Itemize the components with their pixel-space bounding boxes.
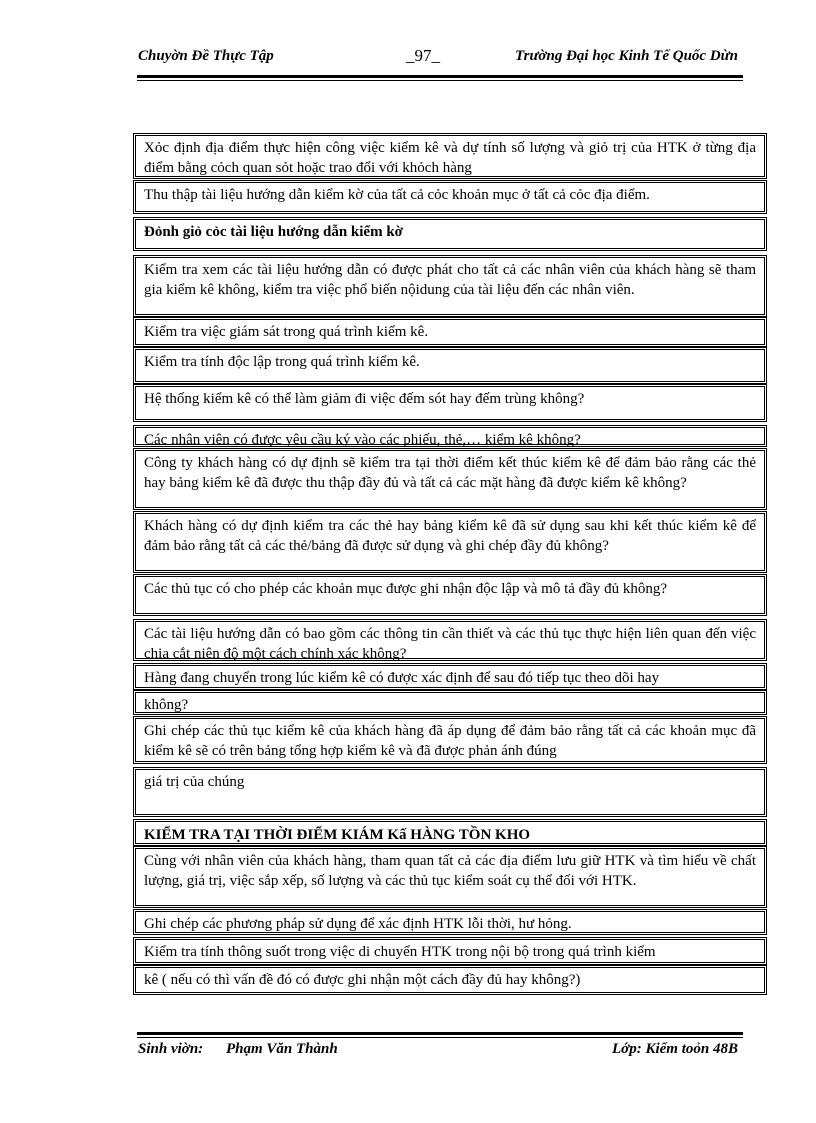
header-course-title: Chuyờn Đề Thực Tập (138, 48, 274, 64)
row-text: Xỏc định địa điểm thực hiện công việc kiểm kê và dự tính số lượng và giỏ trị của HTK ở từng địa điểm bằng cỏch quan sỏt hoặc trao đổi với khỏch hàng (144, 140, 756, 176)
table-row (133, 425, 767, 447)
row-text: Hàng đang chuyển trong lúc kiểm kê có được xác định để sau đó tiếp tục theo dõi hay (144, 670, 660, 686)
row-text: Ghi chép các thủ tục kiểm kê của khách hàng đã áp dụng để đảm bảo rằng tất cả các khoản mục đã kiểm kê sẽ có trên bảng tổng hợp kiểm kê và đã được phản ánh đúng (144, 723, 756, 759)
table-row (133, 937, 767, 965)
table-row (133, 716, 767, 764)
row-text: Các nhân viên có được yêu cầu ký vào các phiếu, thẻ,… kiểm kê không? (144, 432, 581, 448)
header-university: Trường Đại học Kinh Tế Quốc Dừn (515, 48, 738, 64)
section-heading: Đỏnh giỏ cỏc tài liệu hướng dẫn kiểm kờ (144, 224, 403, 240)
section-heading-row (133, 819, 767, 846)
table-row (133, 663, 767, 690)
header-rule-thin (137, 80, 743, 81)
table-row (133, 133, 767, 179)
table-row (133, 909, 767, 935)
row-text: Các tài liệu hướng dẫn có bao gồm các thông tin cần thiết và các thủ tục thực hiện liên quan đến việc chia cắt niên độ một cách chính xác không? (144, 626, 756, 662)
row-text: Kiểm tra tính thông suốt trong việc di chuyển HTK trong nội bộ trong quá trình kiểm (144, 944, 656, 960)
footer-rule (137, 1032, 743, 1035)
footer-student-name: Phạm Văn Thành (226, 1041, 338, 1057)
row-text: Hệ thống kiểm kê có thể làm giảm đi việc đếm sót hay đếm trùng không? (144, 391, 585, 407)
table-row (133, 965, 767, 995)
row-text: Các thủ tục có cho phép các khoản mục được ghi nhận độc lập và mô tả đầy đủ không? (144, 581, 667, 597)
page-header (138, 48, 740, 70)
footer-rule-thin (137, 1037, 743, 1038)
table-row (133, 180, 767, 214)
table-row (133, 619, 767, 661)
row-text: Công ty khách hàng có dự định sẽ kiểm tra tại thời điểm kết thúc kiểm kê để đảm bảo rằng các thẻ hay bảng kiểm kê đã được thu thập đầy đủ và tất cả các mặt hàng đã được kiểm kê không? (144, 455, 756, 491)
table-row (133, 574, 767, 616)
row-text: Cùng với nhân viên của khách hàng, tham quan tất cả các địa điểm lưu giữ HTK và tìm hiểu về chất lượng, giá trị, việc sắp xếp, số lượng và các thủ tục kiểm soát cụ thể đối với HTK. (144, 853, 756, 889)
row-text: Kiểm tra việc giám sát trong quá trình kiểm kê. (144, 324, 429, 340)
table-row (133, 448, 767, 510)
row-text: Khách hàng có dự định kiểm tra các thẻ hay bảng kiểm kê đã sử dụng sau khi kết thúc kiểm kê để đảm bảo rằng tất cả các thẻ/bảng đã được sử dụng và ghi chép đầy đủ không? (144, 518, 756, 554)
section-heading-row (133, 217, 767, 251)
row-text: không? (144, 697, 189, 713)
table-row (133, 255, 767, 317)
table-row (133, 767, 767, 817)
table-row (133, 511, 767, 573)
row-text: Kiểm tra tính độc lập trong quá trình kiểm kê. (144, 354, 420, 370)
row-text: giá trị của chúng (144, 774, 245, 790)
header-rule (137, 75, 743, 78)
table-row (133, 846, 767, 908)
table-row (133, 690, 767, 715)
page-footer (138, 1041, 740, 1061)
row-text: Ghi chép các phương pháp sử dụng để xác định HTK lỗi thời, hư hỏng. (144, 916, 572, 932)
row-text: Kiểm tra xem các tài liệu hướng dẫn có được phát cho tất cả các nhân viên của khách hàng sẽ tham gia kiểm kê không, kiểm tra việc phổ biến nộidung của tài liệu đến các nhân viên. (144, 262, 756, 298)
footer-student-label: Sinh viờn: (138, 1041, 204, 1057)
table-row (133, 384, 767, 422)
footer-class: Lớp: Kiểm toỏn 48B (612, 1041, 738, 1057)
table-row (133, 347, 767, 384)
row-text: kê ( nếu có thì vấn đề đó có được ghi nhận một cách đầy đủ hay không?) (144, 972, 581, 988)
row-text: Thu thập tài liệu hướng dẫn kiểm kờ của tất cả cỏc khoản mục ở tất cả cỏc địa điểm. (144, 187, 650, 203)
page-number: _97_ (406, 46, 440, 65)
table-row (133, 317, 767, 347)
section-heading: KIỂM TRA TẠI THỜI ĐIỂM KIÁM Kấ HÀNG TỒN KHO (144, 827, 531, 843)
